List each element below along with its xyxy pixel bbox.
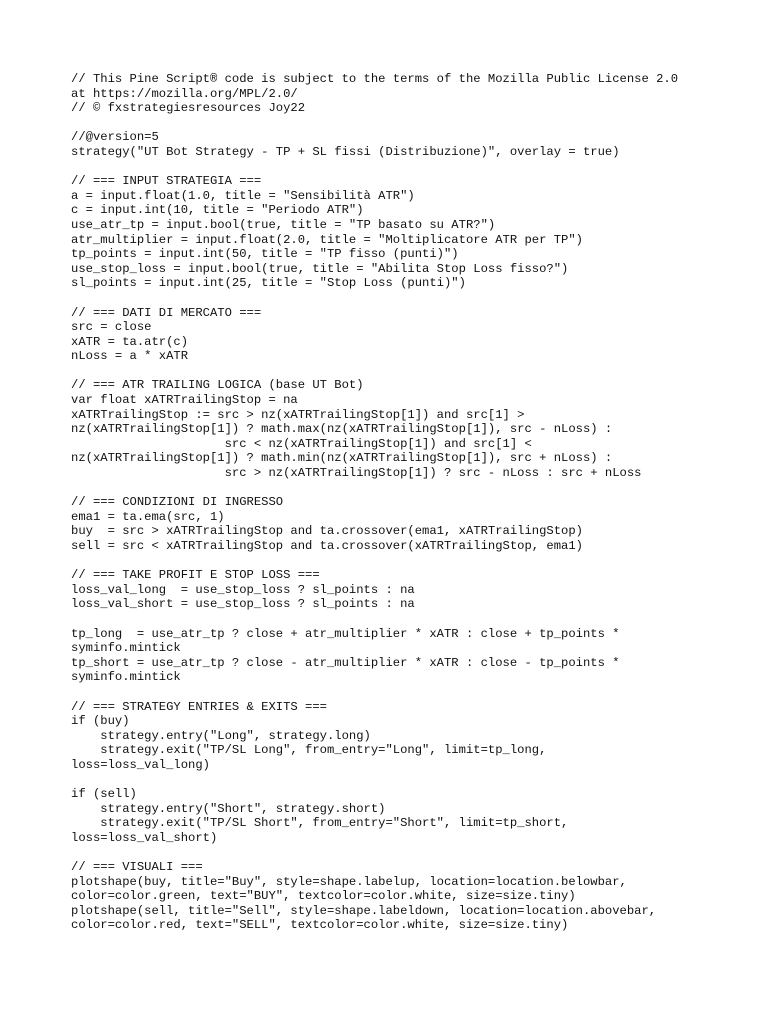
code-line: plotshape(buy, title="Buy", style=shape.labelup, location=location.belowbar,: [71, 874, 627, 889]
code-line: sell = src < xATRTrailingStop and ta.crossover(xATRTrailingStop, ema1): [71, 539, 583, 553]
code-line: //@version=5: [71, 130, 159, 145]
code-line: buy = src > xATRTrailingStop and ta.crossover(ema1, xATRTrailingStop): [71, 524, 583, 539]
code-line: strategy.exit("TP/SL Long", from_entry="Long", limit=tp_long,: [71, 743, 547, 758]
blank-line: [71, 481, 751, 496]
code-line: ema1 = ta.ema(src, 1): [71, 509, 225, 524]
code-line: src = close: [71, 320, 152, 335]
code-line: strategy.exit("TP/SL Short", from_entry="Short", limit=tp_short,: [71, 816, 569, 831]
code-line: c = input.int(10, title = "Periodo ATR"): [71, 203, 364, 218]
code-line: nLoss = a * xATR: [71, 349, 189, 364]
code-line: plotshape(sell, title="Sell", style=shape.labeldown, location=location.abovebar,: [71, 903, 657, 918]
code-line: xATR = ta.atr(c): [71, 334, 189, 349]
code-line: // === TAKE PROFIT E STOP LOSS ===: [71, 568, 320, 583]
code-line: loss=loss_val_long): [71, 757, 210, 772]
code-line: // === CONDIZIONI DI INGRESSO: [71, 495, 284, 510]
code-line: loss_val_long = use_stop_loss ? sl_points : na: [71, 582, 415, 597]
code-line: atr_multiplier = input.float(2.0, title = "Moltiplicatore ATR per TP"): [71, 232, 583, 247]
code-line: if (buy): [71, 714, 130, 729]
code-line: syminfo.mintick: [71, 670, 181, 685]
blank-line: [71, 612, 751, 627]
code-block: [71, 72, 751, 933]
code-line: loss=loss_val_short): [71, 830, 218, 845]
code-line: // === STRATEGY ENTRIES & EXITS ===: [71, 699, 327, 714]
code-line: // === VISUALI ===: [71, 860, 203, 875]
code-line: var float xATRTrailingStop = na: [71, 393, 298, 408]
code-line: syminfo.mintick: [71, 641, 181, 656]
code-line: nz(xATRTrailingStop[1]) ? math.min(nz(xATRTrailingStop[1]), src + nLoss) :: [71, 451, 613, 466]
code-line: color=color.red, text="SELL", textcolor=color.white, size=size.tiny): [71, 918, 569, 933]
code-line: tp_short = use_atr_tp ? close - atr_multiplier * xATR : close - tp_points *: [71, 655, 620, 670]
code-line: nz(xATRTrailingStop[1]) ? math.max(nz(xATRTrailingStop[1]), src - nLoss) :: [71, 422, 613, 437]
blank-line: [71, 364, 751, 379]
blank-line: [71, 773, 751, 788]
code-line: if (sell): [71, 787, 137, 802]
code-line: sl_points = input.int(25, title = "Stop Loss (punti)"): [71, 276, 466, 291]
code-line: loss_val_short = use_stop_loss ? sl_points : na: [71, 597, 415, 612]
code-line: src > nz(xATRTrailingStop[1]) ? src - nLoss : src + nLoss: [71, 466, 642, 481]
code-line: use_atr_tp = input.bool(true, title = "TP basato su ATR?"): [71, 217, 496, 232]
code-line: tp_points = input.int(50, title = "TP fisso (punti)"): [71, 247, 459, 262]
code-line: strategy("UT Bot Strategy - TP + SL fissi (Distribuzione)", overlay = true): [71, 144, 620, 159]
code-line: strategy.entry("Long", strategy.long): [71, 728, 371, 743]
code-line: // === ATR TRAILING LOGICA (base UT Bot): [71, 378, 364, 393]
code-line: a = input.float(1.0, title = "Sensibilità ATR"): [71, 188, 415, 203]
code-line: at https://mozilla.org/MPL/2.0/: [71, 86, 298, 101]
code-line: use_stop_loss = input.bool(true, title = "Abilita Stop Loss fisso?"): [71, 261, 569, 276]
code-line: // === INPUT STRATEGIA ===: [71, 174, 262, 189]
code-line: // === DATI DI MERCATO ===: [71, 305, 262, 320]
blank-line: [71, 291, 751, 306]
blank-line: [71, 116, 751, 131]
code-line: color=color.green, text="BUY", textcolor=color.white, size=size.tiny): [71, 889, 576, 904]
code-line: strategy.entry("Short", strategy.short): [71, 801, 386, 816]
code-line: // This Pine Script® code is subject to the terms of the Mozilla Public License 2.0: [71, 72, 679, 86]
blank-line: [71, 554, 751, 569]
blank-line: [71, 685, 751, 700]
code-line: tp_long = use_atr_tp ? close + atr_multiplier * xATR : close + tp_points *: [71, 626, 620, 641]
code-line: xATRTrailingStop := src > nz(xATRTrailingStop[1]) and src[1] >: [71, 407, 525, 422]
code-line: src < nz(xATRTrailingStop[1]) and src[1] <: [71, 436, 532, 451]
blank-line: [71, 845, 751, 860]
blank-line: [71, 160, 751, 175]
code-line: // © fxstrategiesresources Joy22: [71, 101, 306, 116]
